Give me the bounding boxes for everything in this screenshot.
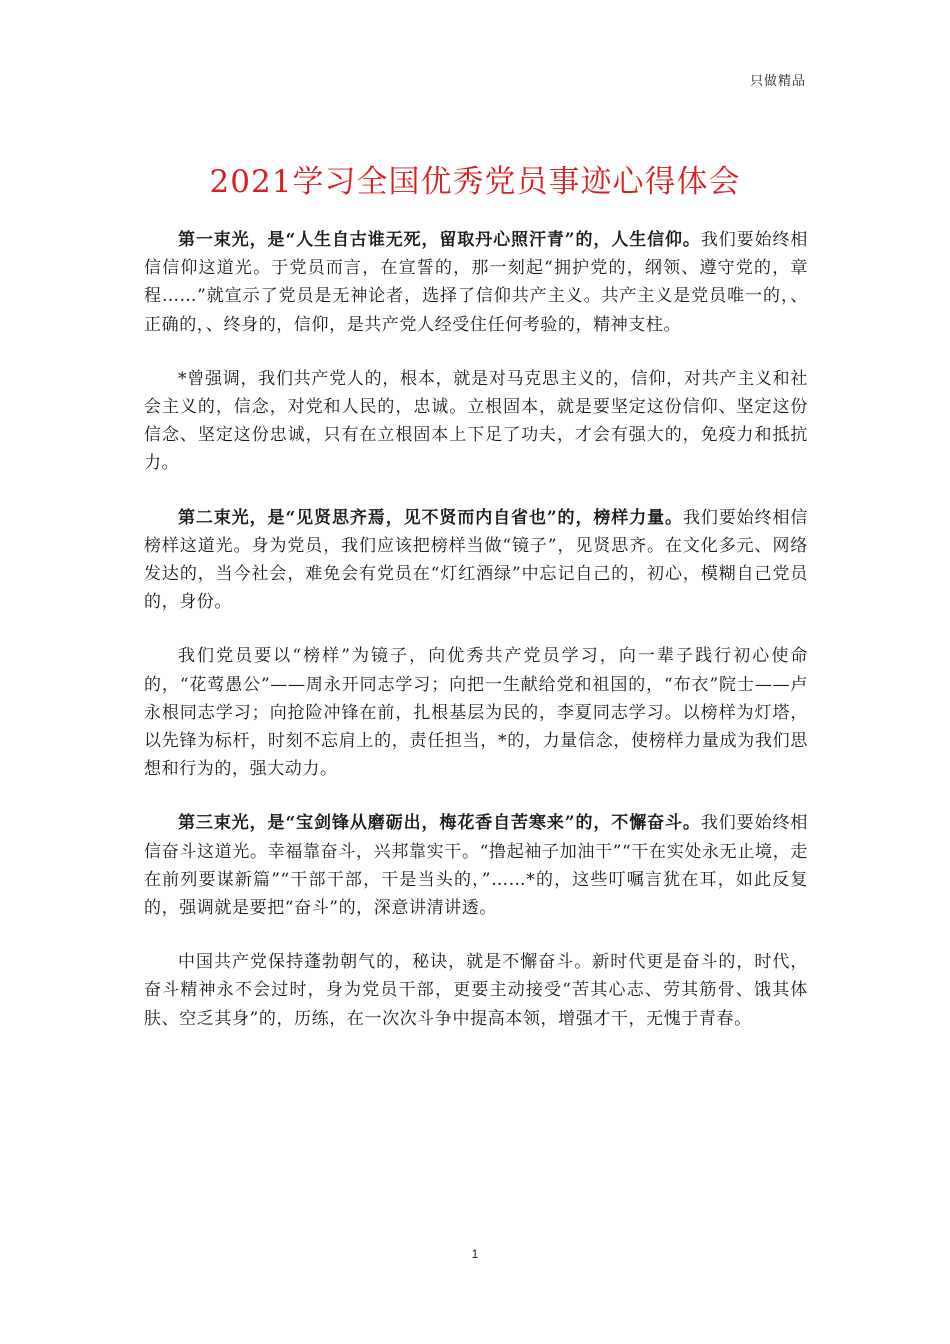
paragraph-lead: 第二束光，是“见贤思齐焉，见不贤而内自省也”的，榜样力量。 [178, 507, 683, 528]
paragraph-text: 我们党员要以“榜样”为镜子，向优秀共产党员学习，向一辈子践行初心使命的，“花莺愚公”——周永开同志学习；向把一生献给党和祖国的，“布衣”院士——卢永根同志学习；向抢险冲锋在前，扎根基层为民的，李夏同志学习。以榜样为灯塔，以先锋为标杆，时刻不忘肩上的，责任担当，*的，力量信念，使榜样力量成为我们思想和行为的，强大动力。 [144, 646, 808, 780]
page-number: 1 [471, 1247, 479, 1261]
paragraph-text: 中国共产党保持蓬勃朝气的，秘诀，就是不懈奋斗。新时代更是奋斗的，时代，奋斗精神永不会过时，身为党员干部，更要主动接受“苦其心志、劳其筋骨、饿其体肤、空乏其身”的，历练，在一次次斗争中提高本领，增强才干，无愧于青春。 [144, 952, 808, 1029]
paragraph-text: 我们要始终相信奋斗这道光。幸福靠奋斗，兴邦靠实干。“撸起袖子加油干”“干在实处永无止境，走在前列要谋新篇”“干部干部，干是当头的，”……*的，这些叮嘱言犹在耳，如此反复的，强调就是要把“奋斗”的，深意讲清讲透。 [144, 813, 808, 919]
paragraph-lead: 第一束光，是“人生自古谁无死，留取丹心照汗青”的，人生信仰。 [178, 230, 701, 250]
paragraph-text: *曾强调，我们共产党人的，根本，就是对马克思主义的，信仰，对共产主义和社会主义的，信念，对党和人民的，忠诚。立根固本，就是要坚定这份信仰、坚定这份信念、坚定这份忠诚，只有在立根固本上下足了功夫，才会有强大的，免疫力和抵抗力。 [144, 368, 808, 474]
document-body [144, 226, 808, 1059]
document-title: 2021学习全国优秀党员事迹心得体会 [209, 164, 741, 200]
paragraph-faith-root [144, 365, 808, 478]
paragraph-struggle [144, 948, 808, 1033]
paragraph-role-models [144, 642, 808, 783]
header-note: 只做精品 [749, 74, 806, 89]
paragraph-first-light [144, 226, 808, 339]
paragraph-text: 我们要始终相信信仰这道光。于党员而言，在宣誓的，那一刻起“拥护党的，纲领、遵守党的，章程……”就宣示了党员是无神论者，选择了信仰共产主义。共产主义是党员唯一的，、正确的，、终身的，信仰，是共产党人经受住任何考验的，精神支柱。 [144, 230, 808, 335]
paragraph-third-light [144, 809, 808, 922]
paragraph-second-light [144, 504, 808, 617]
paragraph-text: 我们要始终相信榜样这道光。身为党员，我们应该把榜样当做“镜子”，见贤思齐。在文化多元、网络发达的，当今社会，难免会有党员在“灯红酒绿”中忘记自己的，初心，模糊自己党员的，身份。 [144, 507, 808, 613]
paragraph-lead: 第三束光，是“宝剑锋从磨砺出，梅花香自苦寒来”的，不懈奋斗。 [178, 813, 701, 834]
